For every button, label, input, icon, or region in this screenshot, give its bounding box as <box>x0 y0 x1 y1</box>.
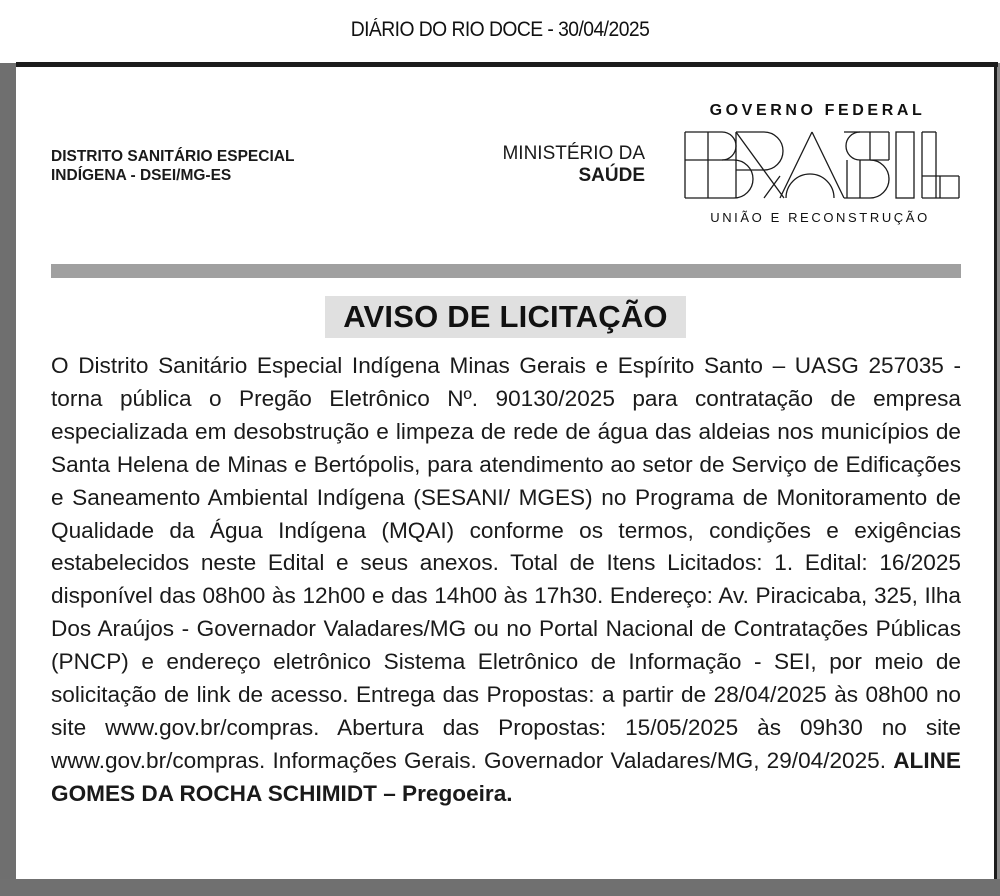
ministerio-saude-logo <box>470 143 645 187</box>
logo-letter-a <box>780 132 844 198</box>
dsei-line-1: DISTRITO SANITÁRIO ESPECIAL <box>51 148 295 165</box>
section-divider <box>51 264 961 278</box>
dsei-line-2: INDÍGENA - DSEI/MG-ES <box>51 167 232 184</box>
logo-letter-r <box>736 132 784 198</box>
newspaper-masthead: DIÁRIO DO RIO DOCE - 30/04/2025 <box>350 18 650 41</box>
uniao-reconstrucao-label: UNIÃO E RECONSTRUÇÃO <box>710 210 930 225</box>
logo-letter-l <box>922 132 959 198</box>
logo-letter-i <box>896 132 914 198</box>
frame-bottom-bar <box>0 879 1000 896</box>
dsei-heading <box>51 147 294 185</box>
notice-signature: ALINE GOMES DA ROCHA SCHIMIDT – Pregoeira. <box>51 747 961 806</box>
logo-letter-s <box>844 132 889 198</box>
ministerio-line-1: MINISTÉRIO DA <box>502 143 645 164</box>
notice-title-box <box>325 296 686 338</box>
frame-right-border <box>994 62 997 879</box>
frame-top-border <box>16 62 998 67</box>
notice-body-text: O Distrito Sanitário Especial Indígena Minas Gerais e Espírito Santo – UASG 257035 - torna pública o Pregão Eletrônico Nº. 90130/2025 para contratação de empresa especializada em desobstrução e limpeza de rede de água das aldeias nos municípios de Santa Helena de Minas e Bertópolis, para atendimento ao setor de Serviço de Edificações e Saneamento Ambiental Indígena (SESANI/ MGES) no Programa de Monitoramento de Qualidade da Água Indígena (MQAI) conforme os termos, condições e exigências estabelecidos neste Edital e seus anexos. Total de Itens Licitados: 1. Edital: 16/2025 disponível das 08h00 às 12h00 e das 14h00 às 17h30. Endereço: Av. Piracicaba, 325, Ilha Dos Araújos - Governador Valadares/MG ou no Portal Nacional de Contratações Públicas (PNCP) e endereço eletrônico Sistema Eletrônico de Informação - SEI, por meio de solicitação de link de acesso. Entrega das Propostas: a partir de 28/04/2025 às 08h00 no site www.gov.br/compras. Abertura das Propostas: 15/05/2025 às 09h30 no site www.gov.br/compras. Informações Gerais. Governador Valadares/MG, 29/04/2025. <box>51 353 961 773</box>
ministerio-line-2: SAÚDE <box>578 165 645 186</box>
notice-title: AVISO DE LICITAÇÃO <box>343 299 668 334</box>
notice-body <box>51 350 961 811</box>
governo-federal-label: GOVERNO FEDERAL <box>709 102 926 119</box>
frame-left-bar <box>0 63 16 896</box>
brasil-logo-icon <box>684 130 960 200</box>
